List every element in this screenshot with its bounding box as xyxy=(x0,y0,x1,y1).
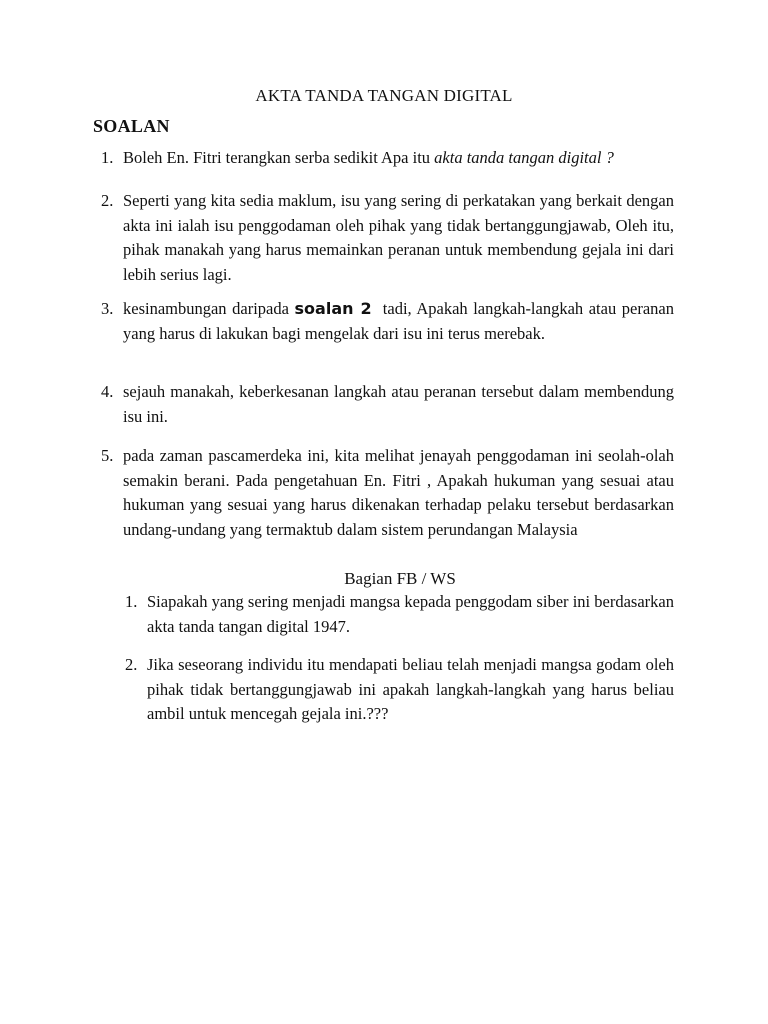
question-text-plain: kesinambungan daripada xyxy=(123,299,295,318)
question-text-plain: Boleh En. Fitri terangkan serba sedikit Apa itu xyxy=(123,148,435,167)
section-heading-fb-ws: Bagian FB / WS xyxy=(344,569,456,588)
question-text-bold: soalan 2 xyxy=(294,299,372,318)
question-text-italic: akta tanda tangan digital ? xyxy=(434,148,614,167)
question-number: 4. xyxy=(101,382,114,401)
question-text: sejauh manakah, keberkesanan langkah atau peranan tersebut dalam membendung isu ini. xyxy=(123,382,674,426)
question-number: 5. xyxy=(101,446,114,465)
question-text-plain-after: tadi, Apakah langkah-langkah atau peranan yang harus di lakukan bagi mengelak dari isu ini terus merebak. xyxy=(123,299,679,343)
question-number: 2. xyxy=(125,655,138,674)
fb-question-item-2 xyxy=(125,653,674,727)
section-heading-soalan: SOALAN xyxy=(93,116,170,136)
question-text: Jika seseorang individu itu mendapati beliau telah menjadi mangsa godam oleh pihak tidak bertanggungjawab ini apakah langkah-langkah yang harus beliau ambil untuk mencegah gejala ini.??? xyxy=(147,655,674,723)
question-number: 3. xyxy=(101,299,114,318)
question-item-2 xyxy=(101,189,674,287)
question-item-3 xyxy=(101,297,679,346)
question-number: 1. xyxy=(101,148,114,167)
question-text: Siapakah yang sering menjadi mangsa kepada penggodam siber ini berdasarkan akta tanda tangan digital 1947. xyxy=(147,592,674,636)
question-text xyxy=(123,146,674,171)
question-text xyxy=(123,297,679,346)
question-text: Seperti yang kita sedia maklum, isu yang sering di perkatakan yang berkait dengan akta ini ialah isu penggodaman oleh pihak yang tidak bertanggungjawab, Oleh itu, pihak manakah yang harus memainkan peranan untuk membendung gejala ini dari lebih serius lagi. xyxy=(123,191,674,284)
question-item-1 xyxy=(101,146,674,171)
question-number: 2. xyxy=(101,191,114,210)
fb-question-item-1 xyxy=(125,590,674,639)
question-item-4 xyxy=(101,380,674,429)
question-item-5 xyxy=(101,444,674,542)
question-number: 1. xyxy=(125,592,138,611)
document-title: AKTA TANDA TANGAN DIGITAL xyxy=(255,86,513,105)
question-text: pada zaman pascamerdeka ini, kita melihat jenayah penggodaman ini seolah-olah semakin berani. Pada pengetahuan En. Fitri , Apakah hukuman yang sesuai atau hukuman yang sesuai yang harus dikenakan terhadap pelaku tersebut berdasarkan undang-undang yang termaktub dalam sistem perundangan Malaysia xyxy=(123,446,674,539)
